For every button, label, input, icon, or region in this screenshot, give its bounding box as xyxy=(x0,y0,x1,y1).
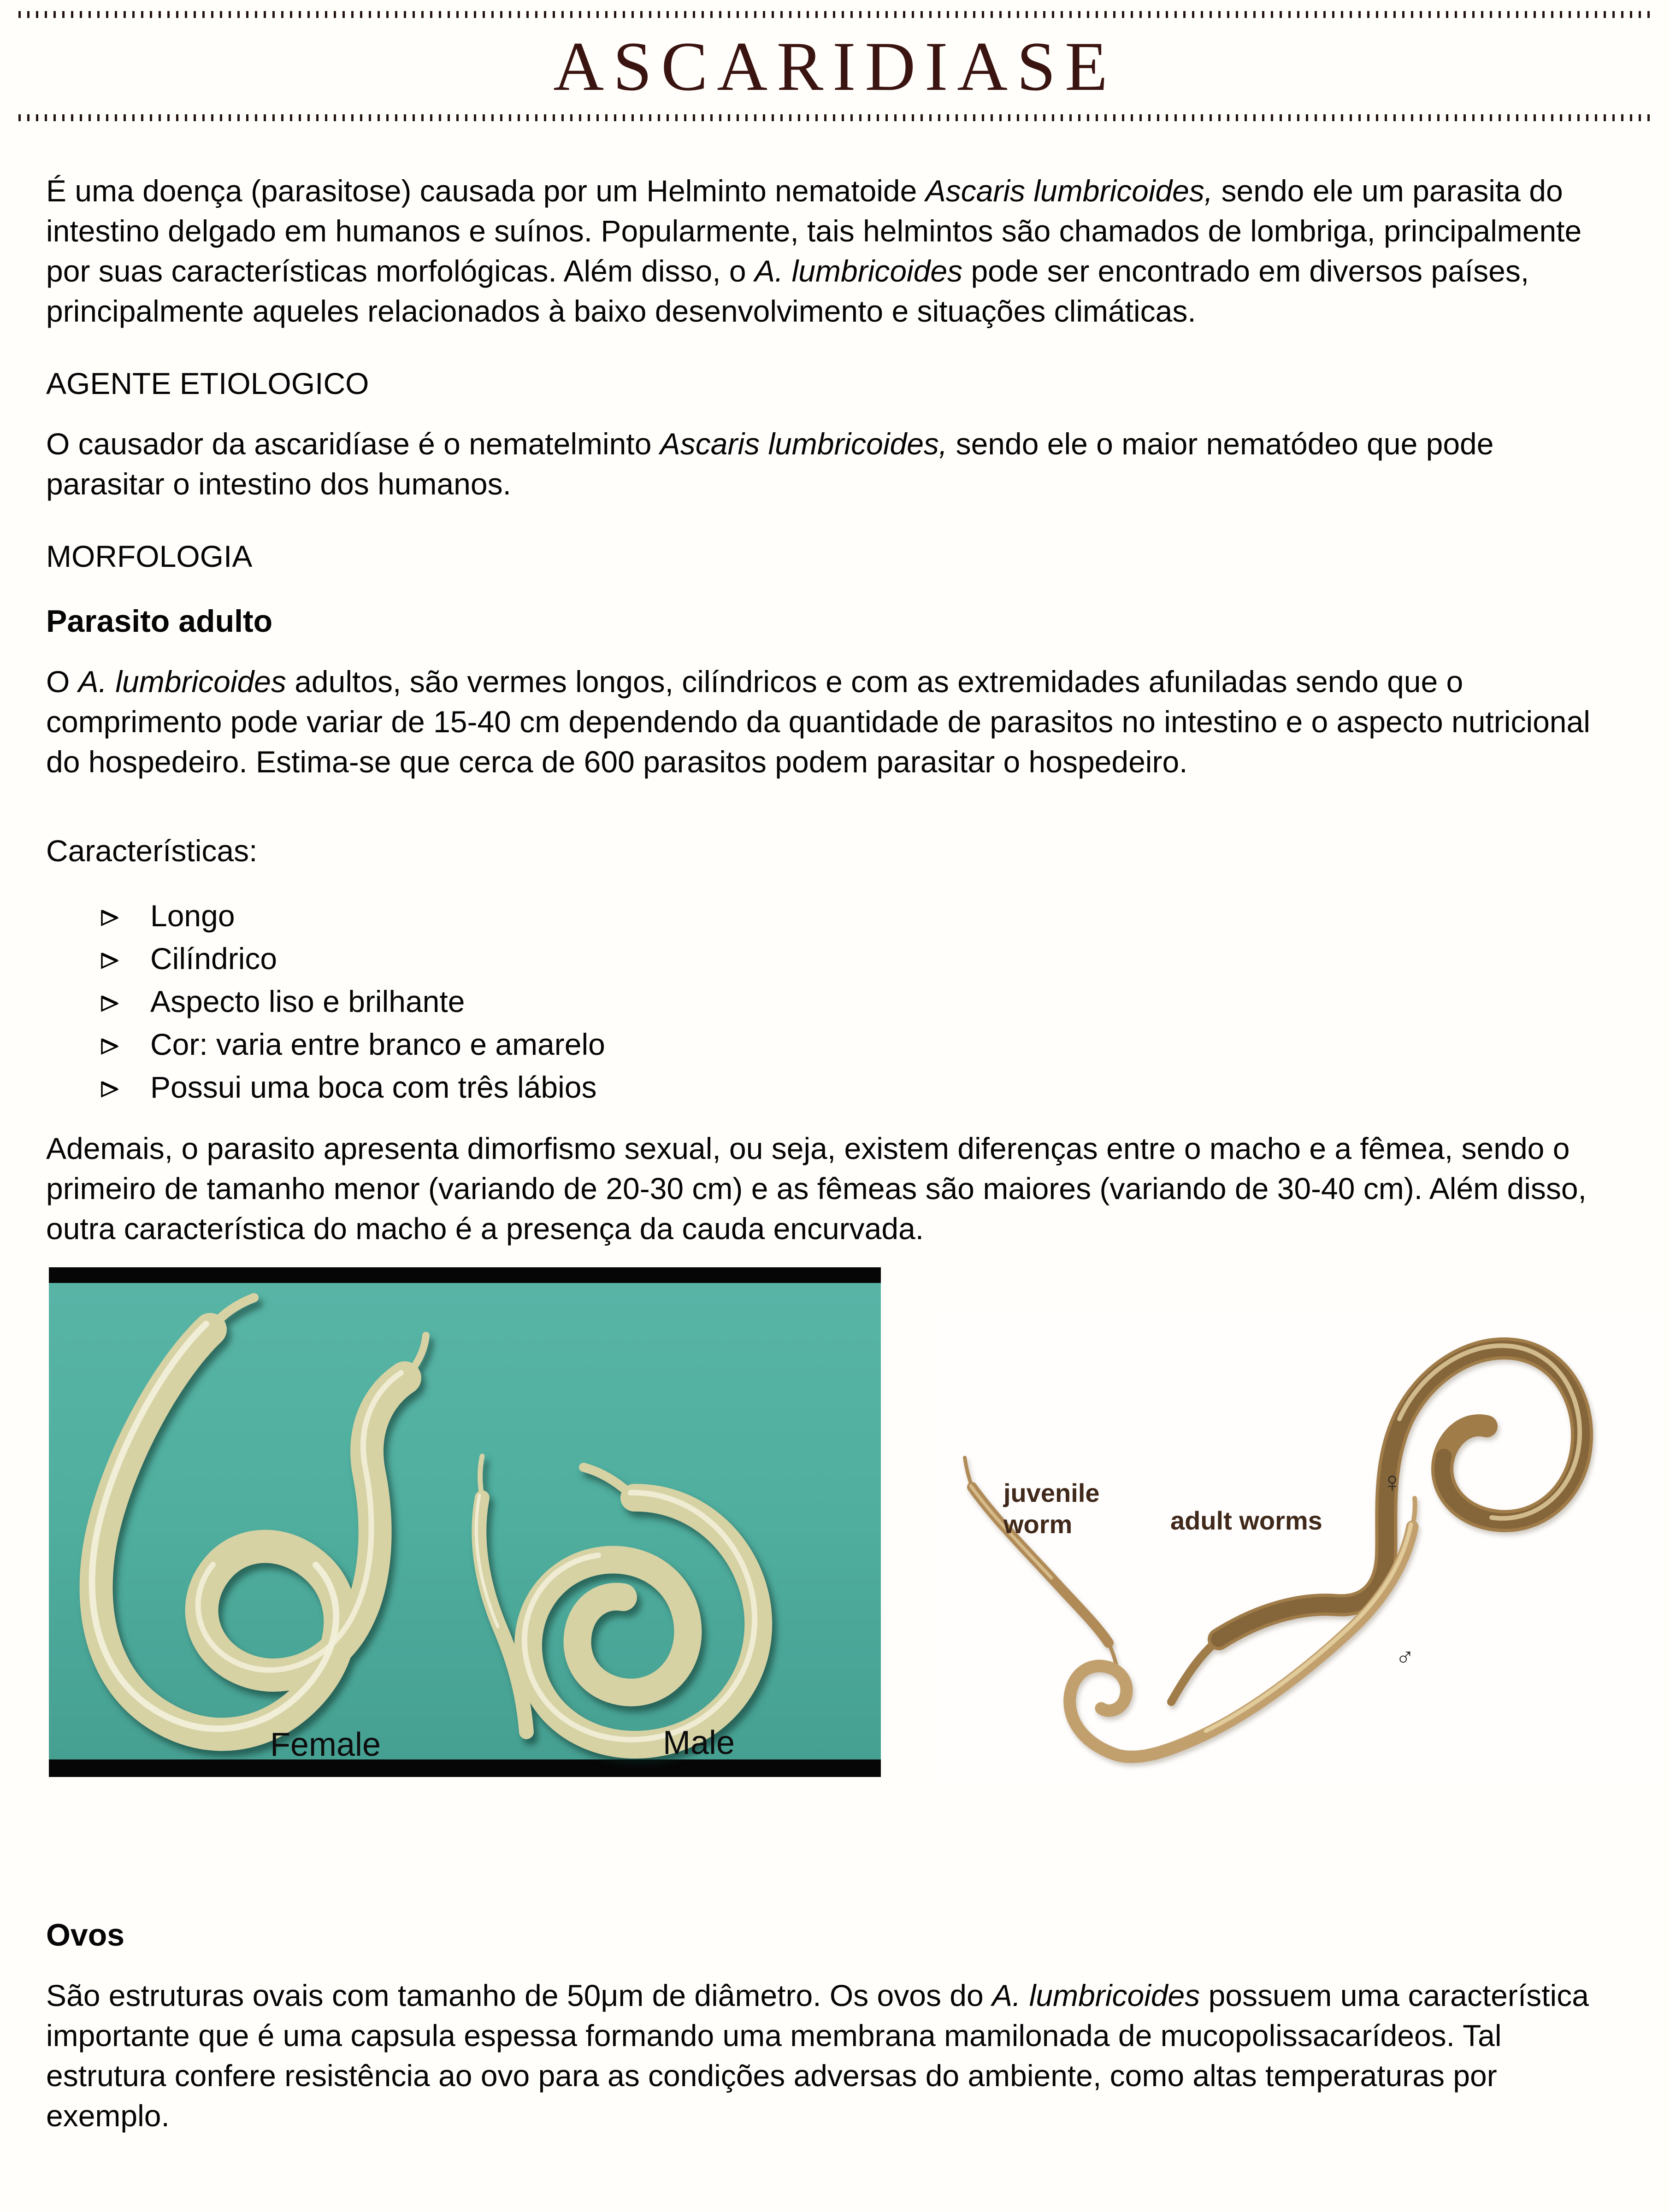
photo-bottom-bar xyxy=(49,1759,881,1777)
dimorfismo-paragraph: Ademais, o parasito apresenta dimorfismo sexual, ou seja, existem diferenças entre o macho e a fêmea, sendo o primeiro de tamanho menor (variando de 20-30 cm) e as fêmeas são maiores (variando de 30-40 cm). Além disso, outra característica do macho é a presença da cauda encurvada. xyxy=(46,1131,1587,1246)
dotted-divider-top xyxy=(18,11,1652,18)
caption-male: Male xyxy=(662,1724,735,1762)
arrowhead-bullet-icon xyxy=(100,1026,120,1066)
heading-parasito-adulto: Parasito adulto xyxy=(46,604,273,639)
parasito-paragraph: O A. lumbricoides adultos, são vermes longos, cilíndricos e com as extremidades afuniladas sendo que o comprimento pode variar de 15-40 cm dependendo da quantidade de parasitos no intestino e o aspecto nutricional do hospedeiro. Estima-se que cerca de 600 parasitos podem parasitar o hospedeiro. xyxy=(46,665,1590,779)
label-juvenile-line1: juvenile xyxy=(1003,1478,1100,1508)
dotted-divider-under-title xyxy=(18,114,1652,121)
heading-morfologia: MORFOLOGIA xyxy=(46,539,253,574)
list-item-label: Longo xyxy=(150,899,235,933)
photo-top-bar xyxy=(49,1267,881,1283)
list-item xyxy=(46,1024,1624,1065)
figures-row xyxy=(49,1267,1670,1788)
ovos-paragraph: São estruturas ovais com tamanho de 50μm de diâmetro. Os ovos do A. lumbricoides possuem uma característica importante que é uma capsula espessa formando uma membrana mamilonada de mucopolissacarídeos. Tal estrutura confere resistência ao ovo para as condições adversas do ambiente, como altas temperaturas por exemplo. xyxy=(46,1978,1589,2133)
page-title: ASCARIDIASE xyxy=(553,28,1117,105)
caption-female: Female xyxy=(270,1726,381,1764)
caracteristicas-list xyxy=(46,896,1624,1107)
label-adult-worms: adult worms xyxy=(1170,1506,1322,1535)
heading-agente-etiologico: AGENTE ETIOLOGICO xyxy=(46,366,369,401)
caracteristicas-label: Características: xyxy=(46,834,258,868)
figure-adult-worms-photo xyxy=(49,1267,881,1779)
arrowhead-bullet-icon xyxy=(100,898,120,938)
figure-worms-illustration xyxy=(935,1316,1664,1788)
list-item xyxy=(46,896,1624,936)
list-item-label: Cilíndrico xyxy=(150,941,277,976)
agente-paragraph: O causador da ascaridíase é o nematelminto Ascaris lumbricoides, sendo ele o maior nematódeo que pode parasitar o intestino dos humanos. xyxy=(46,427,1494,501)
list-item-label: Possui uma boca com três lábios xyxy=(150,1070,597,1105)
label-juvenile-line2: worm xyxy=(1003,1510,1073,1539)
arrowhead-bullet-icon xyxy=(100,1069,120,1109)
arrowhead-bullet-icon xyxy=(100,941,120,981)
female-symbol-icon: ♀ xyxy=(1381,1466,1403,1499)
intro-paragraph: É uma doença (parasitose) causada por um Helminto nematoide Ascaris lumbricoides, sendo ele um parasita do intestino delgado em humanos e suínos. Popularmente, tais helmintos são chamados de lombriga, principalmente por suas características morfológicas. Além disso, o A. lumbricoides pode ser encontrado em diversos países, principalmente aqueles relacionados à baixo desenvolvimento e situações climáticas. xyxy=(46,174,1582,329)
worms-illustration-image xyxy=(935,1316,1664,1786)
worms-photo-image xyxy=(49,1267,881,1777)
arrowhead-bullet-icon xyxy=(100,983,120,1024)
heading-ovos: Ovos xyxy=(46,1918,125,1953)
list-item-label: Aspecto liso e brilhante xyxy=(150,984,465,1019)
list-item xyxy=(46,1067,1624,1107)
male-symbol-icon: ♂ xyxy=(1395,1642,1415,1672)
list-item-label: Cor: varia entre branco e amarelo xyxy=(150,1027,605,1062)
list-item xyxy=(46,982,1624,1022)
list-item xyxy=(46,939,1624,979)
